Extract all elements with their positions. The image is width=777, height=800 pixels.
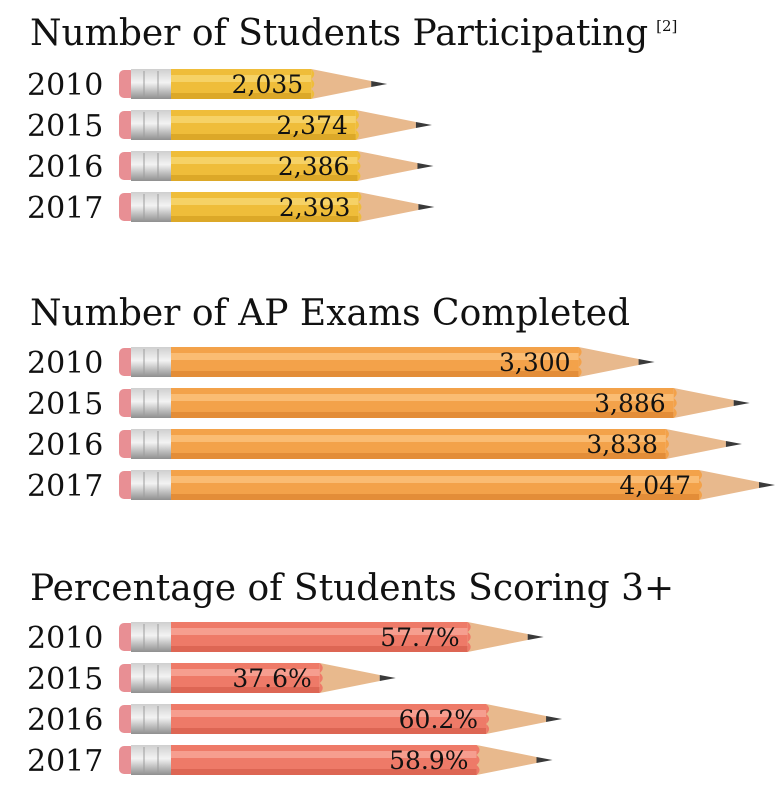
chart-title-participation: Number of Students Participating [2] xyxy=(30,13,678,54)
pencil-scallop xyxy=(666,429,669,459)
pencil-scallop xyxy=(356,110,359,140)
pencil-exams-2015 xyxy=(27,387,750,422)
pencil-wood xyxy=(579,347,639,377)
value-label: 4,047 xyxy=(619,471,691,500)
pencil-wood xyxy=(357,151,417,181)
pencil-participation-2010 xyxy=(27,68,387,103)
ferrule xyxy=(131,663,171,693)
pencil-lead xyxy=(418,204,434,210)
pencil-lead xyxy=(734,400,750,406)
pencil-wood xyxy=(356,110,416,140)
chart-scoring xyxy=(27,621,562,779)
pencil-exams-2017 xyxy=(27,469,775,504)
pencil-lead xyxy=(528,634,544,640)
pencil-participation-2017 xyxy=(27,191,434,226)
pencil-wood xyxy=(311,69,371,99)
pencil-scallop xyxy=(486,704,489,734)
pencil-scallop xyxy=(358,192,361,222)
pencil-lead xyxy=(371,81,387,87)
year-label: 2017 xyxy=(27,744,104,779)
pencil-wood xyxy=(699,470,759,500)
pencil-scallop xyxy=(311,69,314,99)
pencil-exams-2016 xyxy=(27,428,742,463)
year-label: 2017 xyxy=(27,191,104,226)
footnote-marker: [2] xyxy=(656,17,678,35)
pencil-wood xyxy=(320,663,380,693)
pencil-wood xyxy=(358,192,418,222)
pencil-lead xyxy=(416,122,432,128)
pencil-scoring-2016 xyxy=(27,703,562,738)
value-label: 3,838 xyxy=(586,430,658,459)
ferrule xyxy=(131,470,171,500)
year-label: 2016 xyxy=(27,428,104,463)
pencil-scallop xyxy=(579,347,582,377)
pencil-wood xyxy=(666,429,726,459)
ferrule xyxy=(131,110,171,140)
pencil-scoring-2017 xyxy=(27,744,553,779)
pencil-wood xyxy=(486,704,546,734)
ferrule xyxy=(131,69,171,99)
pencil-scallop xyxy=(357,151,360,181)
pencil-lead xyxy=(639,359,655,365)
ferrule xyxy=(131,347,171,377)
chart-title-exams: Number of AP Exams Completed xyxy=(30,293,631,334)
year-label: 2015 xyxy=(27,109,104,144)
chart-participation xyxy=(27,68,434,226)
year-label: 2017 xyxy=(27,469,104,504)
pencil-wood xyxy=(674,388,734,418)
pencil-scallop xyxy=(477,745,480,775)
pencil-participation-2015 xyxy=(27,109,432,144)
pencil-wood xyxy=(477,745,537,775)
value-label: 2,393 xyxy=(278,193,351,222)
value-label: 37.6% xyxy=(232,664,312,693)
ferrule xyxy=(131,151,171,181)
pencil-wood xyxy=(468,622,528,652)
year-label: 2015 xyxy=(27,387,104,422)
pencil-lead xyxy=(546,716,562,722)
pencil-participation-2016 xyxy=(27,150,433,185)
value-label: 58.9% xyxy=(389,746,469,775)
chart-exams xyxy=(27,346,775,504)
value-label: 60.2% xyxy=(398,705,479,734)
year-label: 2010 xyxy=(27,621,104,656)
pencil-scallop xyxy=(699,470,702,500)
pencil-scallop xyxy=(674,388,677,418)
ferrule xyxy=(131,388,171,418)
pencil-scallop xyxy=(468,622,471,652)
value-label: 2,374 xyxy=(276,111,348,140)
value-label: 3,886 xyxy=(594,389,666,418)
year-label: 2010 xyxy=(27,68,104,103)
pencil-lead xyxy=(537,757,553,763)
ferrule xyxy=(131,745,171,775)
value-label: 2,035 xyxy=(231,70,304,99)
pencil-lead xyxy=(759,482,775,488)
pencil-lead xyxy=(417,163,433,169)
year-label: 2010 xyxy=(27,346,104,381)
value-label: 57.7% xyxy=(380,623,460,652)
value-label: 2,386 xyxy=(277,152,350,181)
ferrule xyxy=(131,192,171,222)
year-label: 2016 xyxy=(27,703,104,738)
pencil-scallop xyxy=(320,663,323,693)
ferrule xyxy=(131,429,171,459)
pencil-lead xyxy=(726,441,742,447)
ferrule xyxy=(131,704,171,734)
ferrule xyxy=(131,622,171,652)
pencil-lead xyxy=(380,675,396,681)
year-label: 2016 xyxy=(27,150,104,185)
year-label: 2015 xyxy=(27,662,104,697)
value-label: 3,300 xyxy=(499,348,571,377)
pencil-scoring-2015 xyxy=(27,662,396,697)
pencil-scoring-2010 xyxy=(27,621,544,656)
pencil-exams-2010 xyxy=(27,346,655,381)
chart-title-scoring: Percentage of Students Scoring 3+ xyxy=(30,568,675,609)
